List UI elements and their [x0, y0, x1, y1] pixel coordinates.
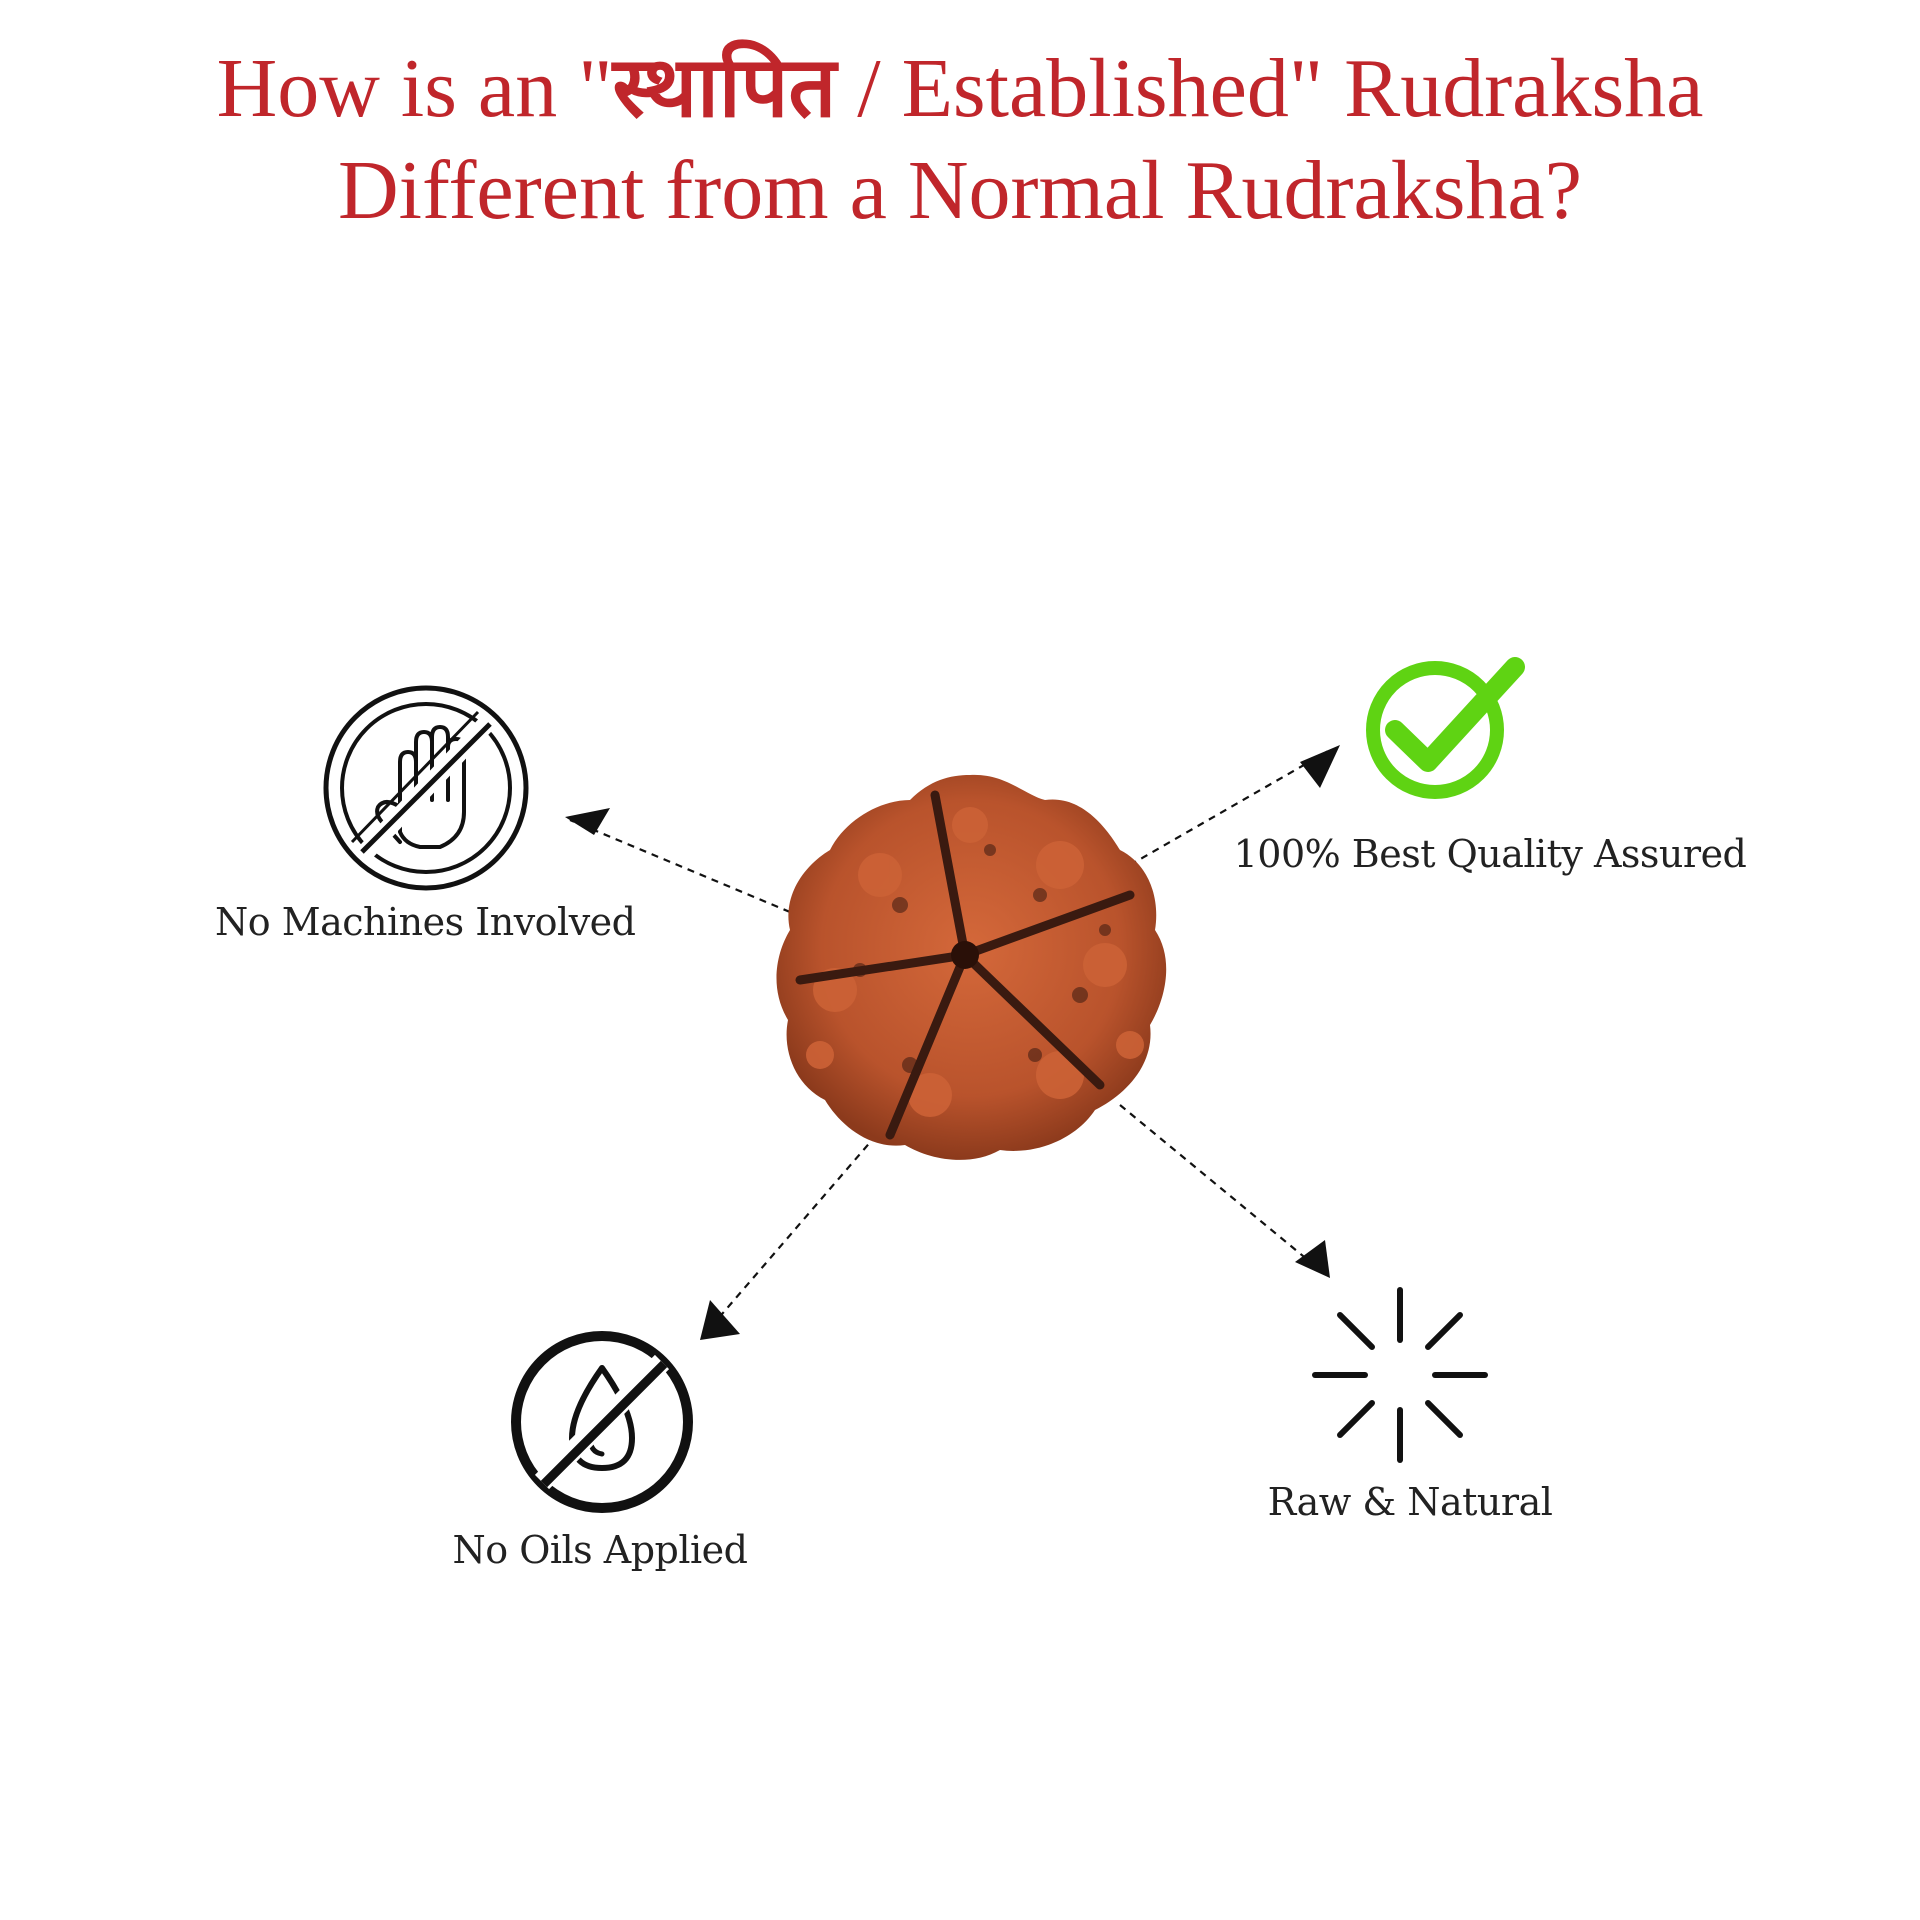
arrowhead-quality [1300, 745, 1340, 788]
rudraksha-bead-image [760, 755, 1180, 1175]
arrow-to-no-machines [570, 820, 790, 912]
feature-label-quality: 100% Best Quality Assured [1233, 832, 1747, 876]
title-line-1: How is an "स्थापित / Established" Rudraksha [216, 38, 1704, 136]
check-circle-icon [1360, 652, 1530, 802]
arrowhead-raw-natural [1295, 1240, 1330, 1278]
title-line-2: Different from a Normal Rudraksha? [337, 144, 1582, 237]
feature-label-no-machines: No Machines Involved [215, 900, 636, 944]
feature-label-no-oils: No Oils Applied [452, 1528, 748, 1572]
title-hindi-word: स्थापित [612, 38, 837, 136]
no-hand-icon [320, 682, 532, 894]
no-oil-drop-icon [510, 1330, 694, 1514]
feature-label-raw-natural: Raw & Natural [1267, 1480, 1553, 1524]
arrowhead-no-oils [700, 1300, 740, 1340]
sparkle-burst-icon [1310, 1285, 1490, 1465]
